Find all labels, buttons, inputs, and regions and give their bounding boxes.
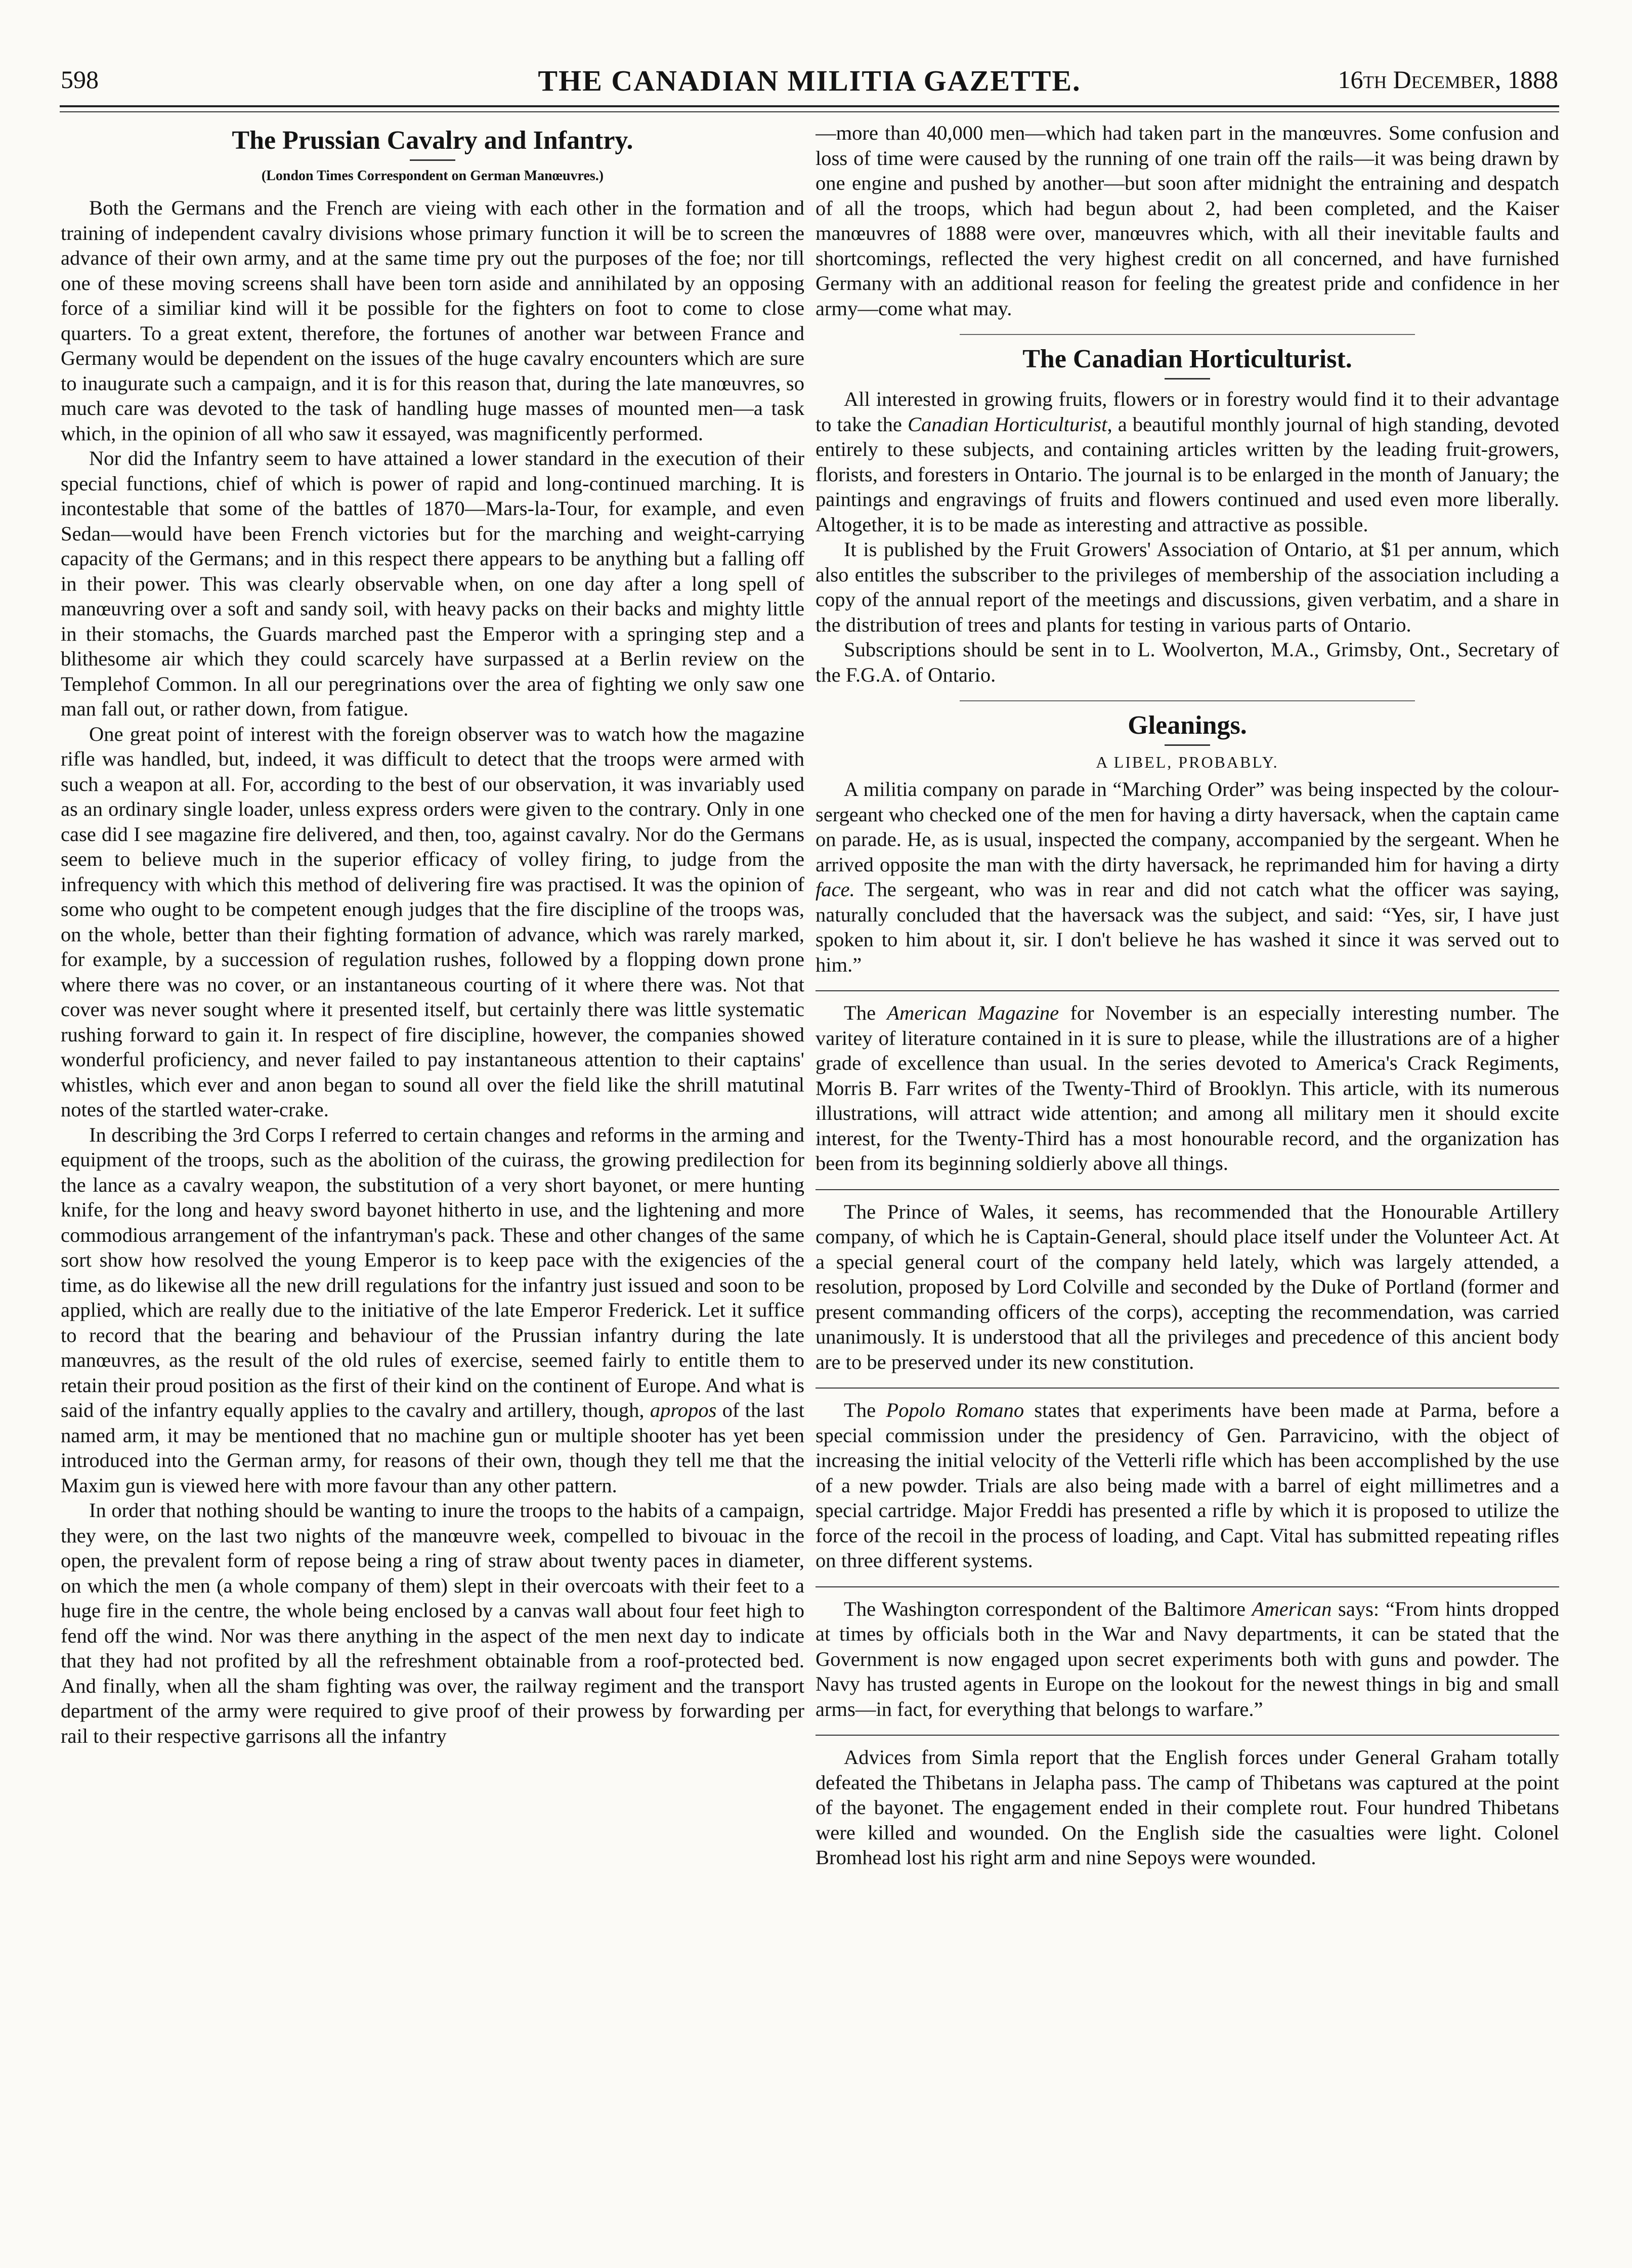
paragraph-text: The [844, 1399, 876, 1421]
italic-text: face. [815, 878, 855, 901]
italic-text: American Magazine [887, 1001, 1059, 1024]
title-rule [410, 159, 455, 161]
header-rule-thin [60, 111, 1559, 112]
paragraph-text: The sergeant, who was in rear and did not catch what the officer was saying, naturally concluded that the haversack was the subject, and said: “Yes, sir, I have just spoken to him about it, sir. I don't believe he has washed it since it was served out to him.” [815, 878, 1559, 976]
item-divider [815, 1189, 1559, 1190]
italic-text: American [1252, 1597, 1332, 1620]
issue-date: 16th December, 1888 [1338, 65, 1558, 94]
paragraph-text: for November is an especially interesting number. The varitey of literature contained in it is sure to please, while the illustrations are of a higher grade of excellence than usual. In the series devoted to America's Crack Regiments, Morris B. Farr writes of the Twenty-Third of Brooklyn. This article, with its numerous illustrations, will attract wide attention; and among all military men it should excite interest, for the Twenty-Third has a most honourable record, and the organization has been from its beginning soldierly above all things. [815, 1001, 1559, 1174]
article-title-horticulturist: The Canadian Horticulturist. [1022, 345, 1352, 373]
paragraph: The Prince of Wales, it seems, has recommended that the Honourable Artillery company, of which he is Captain-General, should place itself under the Volunteer Act. At a special general court of the company held lately, which was largely attended, a resolution, proposed by Lord Colville and seconded by the Duke of Portland (former and present commanding officers of the corps), accepting the recommendation, was carried unanimously. It is understood that all the privileges and precedence of this ancient body are to be preserved under its new constitution. [815, 1200, 1559, 1373]
paragraph [61, 1122, 804, 1498]
paragraph-continued: —more than 40,000 men—which had taken part in the manœuvres. Some confusion and loss of time were caused by the running of one train off the rails—it was being drawn by one engine and pushed by another—but soon after midnight the entraining and despatch of all the troops, which had begun about 2, had been completed, and the Kaiser manœuvres of 1888 were over, manœuvres which, with all their inevitable faults and shortcomings, reflected the very highest credit on all concerned, and have furnished Germany with an additional reason for feeling the greatest pride and confidence in her army—come what may. [815, 121, 1559, 320]
article-title-gleanings: Gleanings. [1128, 711, 1247, 740]
article-subhead: A LIBEL, PROBABLY. [1096, 753, 1279, 771]
paragraph-text: The [844, 1001, 876, 1024]
left-column [61, 120, 804, 2220]
page-header [61, 60, 1558, 105]
section-divider [960, 700, 1415, 701]
page-number: 598 [61, 65, 99, 94]
paragraph-text: All interested in growing fruits, flowers or in forestry would find it to their advantage to take the [815, 388, 1559, 436]
header-rule [60, 105, 1559, 107]
paragraph-text: of the last named arm, it may be mentioned that no machine gun or multiple shooter has yet been introduced into the German army, for reasons of their own, though they tell me that the Maxim gun is viewed here with more favour than any other pattern. [61, 1399, 804, 1497]
paragraph [815, 387, 1559, 537]
italic-text: Popolo Romano [886, 1399, 1024, 1421]
italic-text: apropos [650, 1399, 717, 1421]
paragraph-text: says: “From hints dropped at times by officials both in the War and Navy departments, it can be stated that the Government is now engaged upon secret experiments both with guns and powder. The Navy has trusted agents in Europe on the lookout for the newest things in big and small arms—in fact, for everything that belongs to warfare.” [815, 1597, 1559, 1720]
paragraph [815, 1597, 1559, 1722]
paragraph: In order that nothing should be wanting to inure the troops to the habits of a campaign, they were, on the last two nights of the manœuvre week, compelled to bivouac in the open, the prevalent form of repose being a ring of straw about twenty paces in diameter, on which the men (a whole company of them) slept in their overcoats with their feet to a huge fire in the centre, the whole being enclosed by a canvas wall about four feet high to fend off the wind. Nor was there anything in the aspect of the men next day to indicate that they had not profited by all the refreshment obtainable from a roof-protected bed. And finally, when all the sham fighting was over, the railway regiment and the transport department of the army were required to give proof of their prowess by forwarding per rail to their respective garrisons all the infantry [61, 1499, 804, 1747]
paragraph [815, 1000, 1559, 1176]
item-divider [815, 990, 1559, 991]
paragraph: Both the Germans and the French are vieing with each other in the formation and training of independent cavalry divisions whose primary function it will be to screen the advance of their own army, and at the same time pry out the purposes of the foe; nor till one of these moving screens shall have been torn aside and annihilated by an opposing force of a similiar kind will it be possible for the fighters on foot to come to close quarters. To a great extent, therefore, the fortunes of another war between France and Germany would be dependent on the issues of the huge cavalry encounters which are sure to inaugurate such a campaign, and it is for this reason that, during the late manœuvres, so much care was devoted to the task of handling huge masses of mounted men—a task which, in the opinion of all who saw it essayed, was magnificently performed. [61, 196, 804, 445]
italic-text: Canadian Horticulturist [908, 412, 1107, 436]
paragraph: One great point of interest with the foreign observer was to watch how the magazine rifle was handled, but, indeed, it was difficult to detect that the troops were armed with such a weapon at all. For, according to the best of our observation, it was invariably used as an ordinary single loader, unless express orders were given to the contrary. Only in one case did I see magazine fire delivered, and then, too, against cavalry. Nor do the Germans seem to believe much in the superior efficacy of volley firing, to judge from the infrequency with which this method of delivering fire was practised. It was the opinion of some who ought to be competent enough judges that the fire discipline of the troops was, on the whole, better than their fighting formation of advance, which was rarely marked, for example, by a succession of regulation rushes, followed by a flopping down prone where there was no cover, or an instantaneous courting of it where there was. Not that cover was never sought where it presented itself, but certainly there was little systematic rushing forward to gain it. In respect of fire discipline, however, the companies showed wonderful proficiency, and never failed to pay instantaneous attention to their captains' whistles, which ever and anon began to sound all over the field like the shrill matutinal notes of the startled water-crake. [61, 722, 804, 1121]
paragraph [815, 777, 1559, 977]
paragraph: It is published by the Fruit Growers' Association of Ontario, at $1 per annum, which also entitles the subscriber to the privileges of membership of the association including a copy of the annual report of the meetings and discussions, given verbatim, and a share in the distribution of trees and plants for testing in various parts of Ontario. [815, 538, 1559, 636]
paragraph-text: , a beautiful monthly journal of high standing, devoted entirely to these subjects, and containing articles written by the leading fruit-growers, florists, and foresters in Ontario. The journal is to be enlarged in the month of January; the paintings and engravings of fruits and flowers continued and used even more liberally. Altogether, it is to be made as interesting and attractive as possible. [815, 412, 1559, 536]
paragraph: Nor did the Infantry seem to have attained a lower standard in the execution of their special functions, chief of which is power of rapid and long-continued marching. It is incontestable that some of the battles of 1870—Mars-la-Tour, for example, and even Sedan—would have been French victories but for the marching and weight-carrying capacity of the Germans; and in this respect there appears to be anything but a falling off in their power. This was clearly observable when, on one day after a long spell of manœuvring over a soft and sandy soil, with heavy packs on their backs and mighty little in their stomachs, the Guards marched past the Emperor with a springing step and a blithesome air which they could scarcely have surpassed at a Berlin review on the Templehof Common. In all our peregrinations over the area of fighting we only saw one man fall out, or rather down, from fatigue. [61, 447, 804, 720]
item-divider [815, 1735, 1559, 1736]
article-byline: (London Times Correspondent on German Manœuvres.) [261, 168, 604, 184]
section-divider [960, 334, 1415, 335]
right-column [815, 120, 1559, 2220]
title-rule [1165, 744, 1210, 746]
article-title-prussian: The Prussian Cavalry and Infantry. [232, 126, 633, 155]
item-divider [815, 1388, 1559, 1389]
paragraph-text: The Washington correspondent of the Baltimore [844, 1597, 1246, 1620]
paragraph [815, 1398, 1559, 1573]
paragraph: Advices from Simla report that the English forces under General Graham totally defeated the Thibetans in Jelapha pass. The camp of Thibetans was captured at the point of the bayonet. The engagement ended in their complete rout. Four hundred Thibetans were killed and wounded. On the English side the casualties were light. Colonel Bromhead lost his right arm and nine Sepoys were wounded. [815, 1746, 1559, 1869]
paragraph-text: states that experiments have been made at Parma, before a special commission under the presidency of Gen. Parravicino, with the object of increasing the initial velocity of the Vetterli rifle which has been accomplished by the use of a new powder. Trials are also being made with a barrel of eight millimetres and a special cartridge. Major Freddi has presented a rifle by which it is proposed to utilize the force of the recoil in the process of loading, and Capt. Vital has submitted repeating rifles on three different systems. [815, 1399, 1559, 1572]
paragraph: Subscriptions should be sent in to L. Woolverton, M.A., Grimsby, Ont., Secretary of the F.G.A. of Ontario. [815, 638, 1559, 686]
title-rule [1165, 378, 1210, 380]
paragraph-text: In describing the 3rd Corps I referred to certain changes and reforms in the arming and equipment of the troops, such as the abolition of the cuirass, the growing predilection for the lance as a cavalry weapon, the substitution of a very short bayonet, or mere hunting knife, for the long and heavy sword bayonet hitherto in use, and the lightening and more commodious arrangement of the infantryman's pack. These and other changes of the same sort show how resolved the young Emperor is to keep pace with the exigencies of the time, as do likewise all the new drill regulations for the infantry just issued and soon to be applied, which are really due to the initiative of the late Emperor Frederick. Let it suffice to record that the bearing and behaviour of the Prussian infantry during the late manœuvres, as the result of the old rules of exercise, seemed fairly to entitle them to retain their proud position as the first of their kind on the continent of Europe. And what is said of the infantry equally applies to the cavalry and artillery, though, [61, 1123, 804, 1421]
newspaper-title: THE CANADIAN MILITIA GAZETTE. [538, 64, 1081, 97]
item-divider [815, 1586, 1559, 1587]
paragraph-text: A militia company on parade in “Marching Order” was being inspected by the colour-sergeant who checked one of the men for having a dirty haversack, when the captain came on parade. He, as is usual, inspected the company, accompanied by the sergeant. When he arrived opposite the man with the dirty haversack, he reprimanded him for having a dirty [815, 778, 1559, 876]
